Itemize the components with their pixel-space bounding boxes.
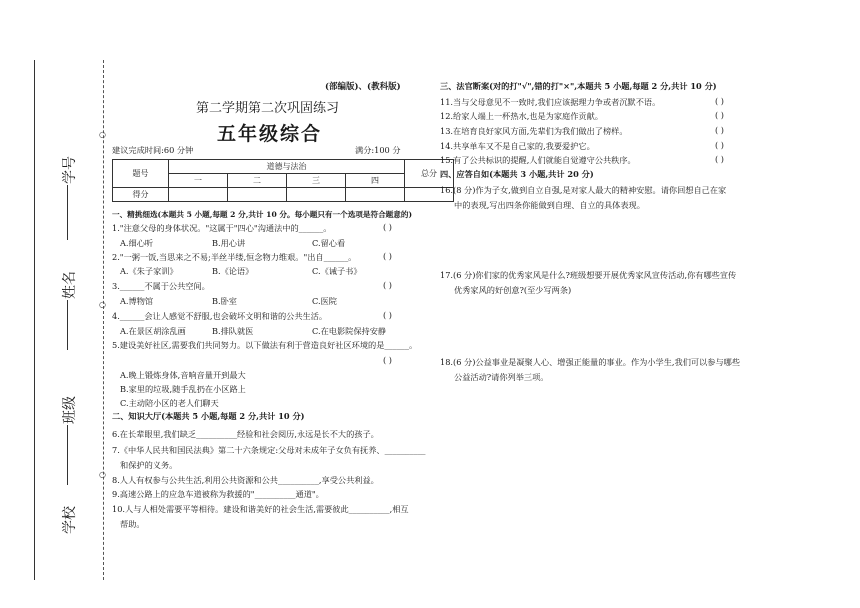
binding-line-left xyxy=(34,60,35,580)
total-label: 总分 xyxy=(405,160,454,188)
q1-option-c: C.留心看 xyxy=(312,238,346,248)
q14-answer-paren[interactable]: ( ) xyxy=(715,140,724,150)
q2-option-c: C.《诫子书》 xyxy=(312,266,362,276)
q4-stem: 4.______会让人感觉不舒服,也会破坏文明和谐的公共生活。 xyxy=(112,311,328,321)
q18-line2: 公益活动?请你列举三项。 xyxy=(454,372,549,382)
part-3-label: 三 xyxy=(287,174,346,188)
section4-heading: 四、应答自如(本题共 3 小题,共计 20 分) xyxy=(440,169,594,179)
exam-subtitle: 第二学期第二次巩固练习 xyxy=(196,101,340,116)
q4-option-c: C.在电影院保持安静 xyxy=(312,326,387,336)
q13-text: 13.在培育良好家风方面,先辈们为我们做出了榜样。 xyxy=(440,126,628,136)
q6-text: 6.在长辈眼里,我们缺乏__________经验和社会阅历,永远是长不大的孩子。 xyxy=(112,429,379,439)
q7-text-cont: 和保护的义务。 xyxy=(120,460,178,470)
q18-line1: 18.(6 分)公益事业是凝聚人心、增强正能量的事业。作为小学生,我们可以参与哪些 xyxy=(440,357,741,367)
q1-option-b: B.用心讲 xyxy=(212,238,246,248)
q18-answer-area[interactable] xyxy=(440,388,740,528)
class-line xyxy=(67,425,68,485)
q5-option-b: B.家里的垃圾,随手乱扔在小区路上 xyxy=(120,384,246,394)
q2-stem: 2."一粥一饭,当思来之不易;半丝半缕,恒念物力维艰。"出自______。 xyxy=(112,252,357,262)
name-label: 姓名 xyxy=(62,271,78,299)
edition-label: (部编版)、(教科版) xyxy=(325,82,401,92)
q5-option-a: A.晚上锻炼身体,音响音量开到最大 xyxy=(120,370,246,380)
q3-option-a: A.博物馆 xyxy=(120,296,154,306)
q15-text: 15.有了公共标识的提醒,人们就能自觉遵守公共秩序。 xyxy=(440,155,636,165)
section2-heading: 二、知识大厅(本题共 5 小题,每题 2 分,共计 10 分) xyxy=(112,411,305,421)
q2-option-b: B.《论语》 xyxy=(212,266,254,276)
q8-text: 8.人人有权参与公共生活,利用公共资源和公共__________,享受公共利益。 xyxy=(112,475,379,485)
q1-stem: 1."注意父母的身体状况。"这属于"四心"沟通法中的______。 xyxy=(112,223,332,233)
row-label-score: 得分 xyxy=(113,188,169,202)
q5-stem: 5.建设美好社区,需要我们共同努力。以下做法有利于营造良好社区环境的是______。 xyxy=(112,340,418,350)
q3-option-c: C.医院 xyxy=(312,296,337,306)
q16-answer-area[interactable] xyxy=(440,214,740,264)
q17-answer-area[interactable] xyxy=(440,300,740,350)
q1-answer-paren[interactable]: ( ) xyxy=(383,222,392,232)
cut-mark: ○ xyxy=(99,470,106,479)
score-cell-2[interactable] xyxy=(228,188,287,202)
number-line xyxy=(67,185,68,240)
subject-group-label: 道德与法治 xyxy=(169,160,405,174)
part-2-label: 二 xyxy=(228,174,287,188)
section1-heading: 一、精挑细选(本题共 5 小题,每题 2 分,共计 10 分。每小题只有一个选项是符合题意的) xyxy=(112,210,413,219)
q3-answer-paren[interactable]: ( ) xyxy=(383,280,392,290)
row-label-number: 题号 xyxy=(113,160,169,188)
q5-answer-paren[interactable]: ( ) xyxy=(383,355,392,365)
q5-option-c: C.主动陪小区的老人们聊天 xyxy=(120,398,219,408)
q12-answer-paren[interactable]: ( ) xyxy=(715,110,724,120)
q14-text: 14.共享单车又不是自己家的,我要爱护它。 xyxy=(440,141,595,151)
score-cell-1[interactable] xyxy=(169,188,228,202)
q16-line2: 中的表现,写出四条你能做到自理、自立的具体表现。 xyxy=(454,200,645,210)
q1-option-a: A.细心听 xyxy=(120,238,154,248)
q11-text: 11.当与父母意见不一致时,我们应该据理力争或者沉默不语。 xyxy=(440,97,661,107)
name-line xyxy=(67,300,68,350)
number-label: 学号 xyxy=(62,156,78,184)
q17-line1: 17.(6 分)你们家的优秀家风是什么?班级想要开展优秀家风宣传活动,你有哪些宣传 xyxy=(440,270,737,280)
q3-option-b: B.卧室 xyxy=(212,296,237,306)
q12-text: 12.给家人端上一杯热水,也是为家庭作贡献。 xyxy=(440,111,603,121)
class-label: 班级 xyxy=(62,396,78,424)
q7-text: 7.《中华人民共和国民法典》第二十六条规定:父母对未成年子女负有抚养、__________ xyxy=(112,445,426,455)
q17-line2: 优秀家风的好创意?(至少写两条) xyxy=(454,285,572,295)
q4-option-b: B.排队就医 xyxy=(212,326,254,336)
part-1-label: 一 xyxy=(169,174,228,188)
score-table xyxy=(112,159,454,202)
exam-title: 五年级综合 xyxy=(217,123,323,145)
cut-mark: ○ xyxy=(99,130,106,139)
q13-answer-paren[interactable]: ( ) xyxy=(715,125,724,135)
school-label: 学校 xyxy=(62,506,78,534)
q10-text: 10.人与人相处需要平等相待。建设和谐美好的社会生活,需要彼此__________,相互 xyxy=(112,504,409,514)
q9-text: 9.高速公路上的应急车道被称为救援的"__________通道"。 xyxy=(112,489,324,499)
full-score: 满分:100 分 xyxy=(355,145,401,155)
q15-answer-paren[interactable]: ( ) xyxy=(715,154,724,164)
part-4-label: 四 xyxy=(346,174,405,188)
q11-answer-paren[interactable]: ( ) xyxy=(715,96,724,106)
q2-option-a: A.《朱子家训》 xyxy=(120,266,178,276)
q4-option-a: A.在景区胡涂乱画 xyxy=(120,326,186,336)
cut-mark: ○ xyxy=(99,300,106,309)
q4-answer-paren[interactable]: ( ) xyxy=(383,310,392,320)
score-cell-4[interactable] xyxy=(346,188,405,202)
score-cell-3[interactable] xyxy=(287,188,346,202)
q16-line1: 16.(8 分)作为子女,做到自立自强,是对家人最大的精神安慰。请你回想自己在家 xyxy=(440,185,727,195)
time-limit: 建议完成时间:60 分钟 xyxy=(112,145,194,155)
q3-stem: 3.______不属于公共空间。 xyxy=(112,281,210,291)
section3-heading: 三、法官断案(对的打"√",错的打"×",本题共 5 小题,每题 2 分,共计 10 分) xyxy=(440,81,717,91)
q10-text-cont: 帮助。 xyxy=(120,519,145,529)
q2-answer-paren[interactable]: ( ) xyxy=(383,251,392,261)
